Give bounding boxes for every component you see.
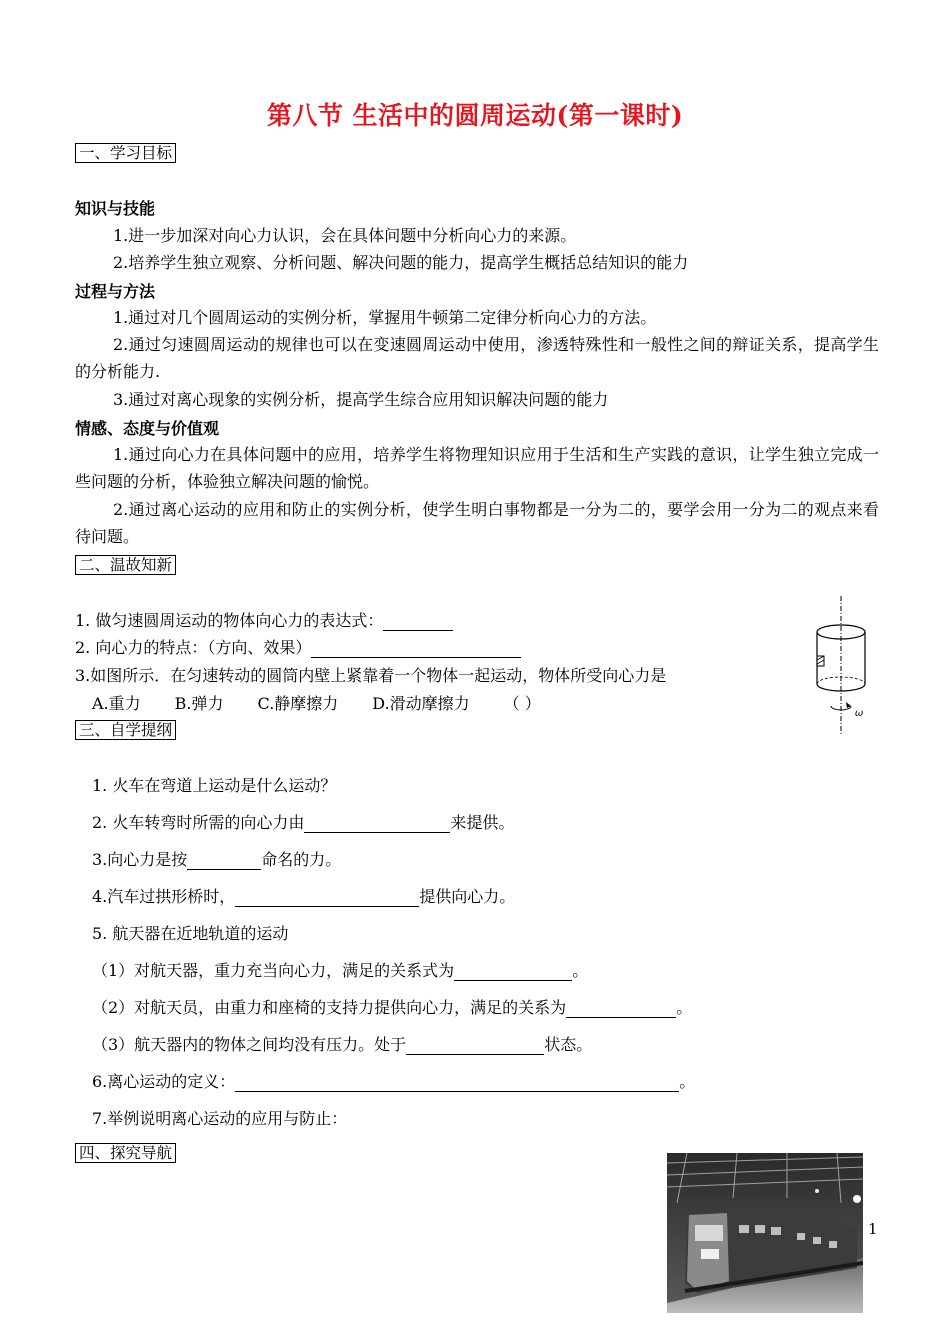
outline-item-5-1-text: （1）对航天器，重力充当向心力，满足的关系式为	[92, 961, 455, 980]
choice-c[interactable]: C.静摩擦力	[257, 694, 339, 713]
answer-blank[interactable]	[406, 1038, 544, 1055]
review-question-3: 3.如图所示．在匀速转动的圆筒内壁上紧靠着一个物体一起运动，物体所受向心力是	[75, 666, 667, 685]
answer-blank[interactable]	[454, 964, 572, 981]
outline-item-2-suffix: 来提供。	[450, 813, 515, 832]
answer-blank[interactable]	[235, 890, 419, 907]
outline-item-7: 7.举例说明离心运动的应用与防止：	[92, 1109, 348, 1128]
goal-knowledge-1: 1.进一步加深对向心力认识，会在具体问题中分析向心力的来源。	[113, 226, 577, 245]
outline-item-6	[92, 1072, 695, 1092]
omega-label: ω	[855, 708, 864, 719]
outline-item-5: 5. 航天器在近地轨道的运动	[92, 924, 289, 943]
outline-item-3	[92, 850, 341, 870]
rotating-cylinder-figure	[795, 594, 885, 736]
outline-item-5-2	[92, 998, 692, 1018]
outline-item-5-3	[92, 1035, 592, 1055]
review-question-2	[75, 638, 521, 658]
goal-process-1: 1.通过对几个圆周运动的实例分析，掌握用牛顿第二定律分析向心力的方法。	[113, 308, 657, 327]
answer-parentheses[interactable]: （ ）	[503, 694, 541, 713]
outline-item-2	[92, 813, 514, 833]
goal-heading-process: 过程与方法	[75, 282, 156, 301]
train-photo	[667, 1153, 863, 1313]
outline-item-6-suffix: 。	[679, 1072, 696, 1091]
outline-item-1: 1. 火车在弯道上运动是什么运动？	[92, 776, 337, 795]
outline-item-6-text: 6.离心运动的定义：	[92, 1072, 236, 1091]
page-title: 第八节 生活中的圆周运动(第一课时)	[266, 101, 684, 130]
section-heading-review: 二、温故知新	[75, 555, 176, 575]
review-question-1-text: 1. 做匀速圆周运动的物体向心力的表达式：	[75, 611, 384, 630]
outline-item-5-1	[92, 961, 588, 981]
choice-b[interactable]: B.弹力	[174, 694, 224, 713]
answer-blank[interactable]	[187, 853, 261, 870]
goal-knowledge-2: 2.培养学生独立观察、分析问题、解决问题的能力，提高学生概括总结知识的能力	[113, 253, 689, 272]
section-heading-explore: 四、探究导航	[75, 1143, 176, 1163]
answer-blank[interactable]	[304, 816, 450, 833]
outline-item-4-suffix: 提供向心力。	[419, 887, 516, 906]
answer-blank[interactable]	[566, 1001, 676, 1018]
section-heading-goals: 一、学习目标	[75, 143, 176, 163]
goal-heading-emotion: 情感、态度与价值观	[75, 419, 220, 438]
goal-heading-knowledge: 知识与技能	[75, 199, 156, 218]
goal-emotion-2: 2.通过离心运动的应用和防止的实例分析，使学生明白事物都是一分为二的，要学会用一分为二的观点来看待问题。	[75, 500, 879, 546]
goal-process-3: 3.通过对离心现象的实例分析，提高学生综合应用知识解决问题的能力	[113, 390, 609, 409]
review-question-1	[75, 611, 453, 631]
page-number: 1	[868, 1220, 878, 1238]
choice-d[interactable]: D.滑动摩擦力	[372, 694, 470, 713]
outline-item-5-3-suffix: 状态。	[544, 1035, 593, 1054]
outline-item-2-text: 2. 火车转弯时所需的向心力由	[92, 813, 305, 832]
outline-item-5-1-suffix: 。	[572, 961, 589, 980]
answer-blank[interactable]	[235, 1075, 679, 1092]
outline-item-3-suffix: 命名的力。	[261, 850, 342, 869]
outline-item-5-3-text: （3）航天器内的物体之间均没有压力。处于	[92, 1035, 407, 1054]
review-question-2-text: 2. 向心力的特点：（方向、效果）	[75, 638, 312, 657]
answer-blank[interactable]	[311, 641, 521, 658]
outline-item-5-2-text: （2）对航天员，由重力和座椅的支持力提供向心力，满足的关系为	[92, 998, 567, 1017]
answer-blank[interactable]	[383, 614, 453, 631]
goal-process-2: 2.通过匀速圆周运动的规律也可以在变速圆周运动中使用，渗透特殊性和一般性之间的辩证关系，提高学生的分析能力.	[75, 335, 879, 381]
section-heading-outline: 三、自学提纲	[75, 720, 176, 740]
goal-emotion-1: 1.通过向心力在具体问题中的应用，培养学生将物理知识应用于生活和生产实践的意识，让学生独立完成一些问题的分析，体验独立解决问题的愉悦。	[75, 445, 879, 491]
choice-a[interactable]: A.重力	[92, 694, 141, 713]
outline-item-4	[92, 887, 515, 907]
outline-item-3-text: 3.向心力是按	[92, 850, 188, 869]
outline-item-5-2-suffix: 。	[676, 998, 693, 1017]
outline-item-4-text: 4.汽车过拱形桥时，	[92, 887, 236, 906]
review-choices	[92, 694, 541, 714]
